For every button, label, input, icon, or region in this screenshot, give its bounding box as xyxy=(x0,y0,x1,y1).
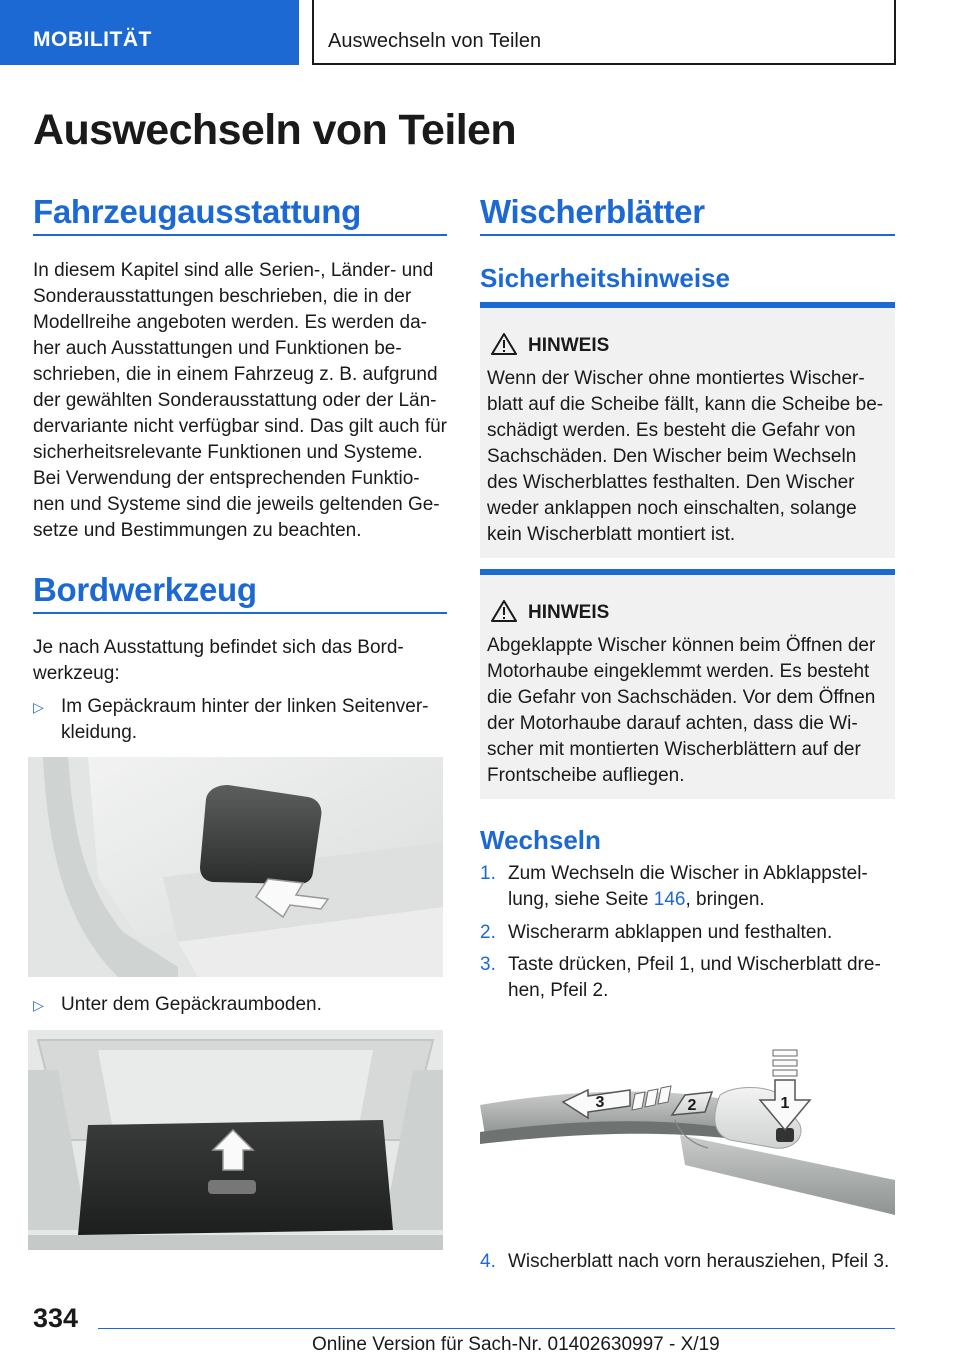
step-number: 4. xyxy=(480,1251,496,1272)
notice-label: HINWEIS xyxy=(528,602,610,623)
text-line: der Motorhaube darauf achten, dass die Wi- xyxy=(487,713,858,734)
text-line: weder anklappen noch einschalten, solange xyxy=(487,498,857,519)
text-line: Im Gepäckraum hinter der linken Seitenver- xyxy=(61,696,429,717)
bullet-item-gepaeckraumboden xyxy=(33,992,447,1018)
step-3 xyxy=(480,952,895,1004)
text-line: Sonderausstattungen beschrieben, die in der xyxy=(33,286,412,307)
arrow-label-1: 1 xyxy=(780,1095,790,1112)
heading-wischerblaetter: Wischerblätter xyxy=(480,193,705,230)
bullet-marker-icon: ▷ xyxy=(33,997,44,1013)
step-number: 3. xyxy=(480,954,496,975)
step-4 xyxy=(480,1249,895,1275)
text-line: Zum Wechseln die Wischer in Abklappstel- xyxy=(508,863,868,884)
page-reference-link[interactable]: 146 xyxy=(653,889,686,910)
text-line: schrieben, die in einem Fahrzeug z. B. aufgrund xyxy=(33,364,438,385)
text-line: die Gefahr von Sachschäden. Vor dem Öffnen xyxy=(487,687,876,708)
text-fragment: lung, siehe Seite xyxy=(508,889,654,910)
bullet-marker-icon: ▷ xyxy=(33,699,44,715)
heading-sicherheitshinweise: Sicherheitshinweise xyxy=(480,263,730,293)
text-line: Taste drücken, Pfeil 1, und Wischerblatt dre- xyxy=(508,954,881,975)
text-fragment: , bringen. xyxy=(685,889,765,910)
notice-body xyxy=(487,633,875,789)
header-section-label: MOBILITÄT xyxy=(33,28,152,51)
text-line: Bei Verwendung der entsprechenden Funktio- xyxy=(33,468,420,489)
bullet-text xyxy=(61,694,429,746)
text-line: kleidung. xyxy=(61,722,138,743)
photo-luggage-side-panel xyxy=(28,757,443,977)
notice-box-hinweis-2 xyxy=(480,569,895,799)
text-line: Wischerarm abklappen und festhalten. xyxy=(508,922,833,943)
text-line: der gewählten Sonderausstattung oder der Län- xyxy=(33,390,437,411)
text-line xyxy=(508,887,868,913)
notice-label: HINWEIS xyxy=(528,335,610,356)
heading-bordwerkzeug: Bordwerkzeug xyxy=(33,571,257,608)
footer-rule xyxy=(98,1328,895,1329)
luggage-floor-illustration xyxy=(28,1030,443,1250)
text-line: sicherheitsrelevante Funktionen und Systeme. xyxy=(33,442,423,463)
text-line: blatt auf die Scheibe fällt, kann die Scheibe be- xyxy=(487,394,884,415)
warning-triangle-icon xyxy=(490,332,518,356)
text-line: Abgeklappte Wischer können beim Öffnen der xyxy=(487,635,876,656)
text-line: schädigt werden. Es besteht die Gefahr von xyxy=(487,420,856,441)
notice-body xyxy=(487,366,883,548)
step-text xyxy=(508,920,832,946)
heading-wechseln: Wechseln xyxy=(480,825,601,855)
step-text xyxy=(508,861,868,913)
arrow-label-3: 3 xyxy=(595,1094,605,1111)
step-number: 2. xyxy=(480,922,496,943)
text-line: werkzeug: xyxy=(33,663,120,684)
text-line: nen und Systeme sind die jeweils geltenden Ge- xyxy=(33,494,440,515)
header-chapter-title: Auswechseln von Teilen xyxy=(328,30,542,52)
figure-wiper-blade-removal xyxy=(480,1040,895,1240)
bullet-text xyxy=(61,992,322,1018)
footer-online-version: Online Version für Sach-Nr. 01402630997 - X/19 xyxy=(312,1334,720,1355)
step-text xyxy=(508,952,881,1004)
step-1 xyxy=(480,861,895,913)
text-line: Motorhaube eingeklemmt werden. Es besteht xyxy=(487,661,870,682)
text-line: setze und Bestimmungen zu beachten. xyxy=(33,520,362,541)
text-line: Wenn der Wischer ohne montiertes Wischer- xyxy=(487,368,865,389)
paragraph-fahrzeugausstattung xyxy=(33,258,447,544)
step-number: 1. xyxy=(480,863,496,884)
photo-luggage-floor xyxy=(28,1030,443,1250)
page-number: 334 xyxy=(33,1303,79,1333)
text-line: hen, Pfeil 2. xyxy=(508,980,609,1001)
heading-rule-bordwerkzeug xyxy=(33,612,447,614)
text-line: dervariante nicht verfügbar sind. Das gilt auch für xyxy=(33,416,447,437)
heading-rule-wischerblaetter xyxy=(480,234,895,236)
text-line: In diesem Kapitel sind alle Serien-, Länder- und xyxy=(33,260,434,281)
wiper-blade-illustration xyxy=(480,1040,895,1240)
notice-box-hinweis-1 xyxy=(480,302,895,558)
header-section-tab xyxy=(0,0,299,65)
heading-rule-fahrzeug xyxy=(33,234,447,236)
text-line: kein Wischerblatt montiert ist. xyxy=(487,524,736,545)
page-title: Auswechseln von Teilen xyxy=(33,106,517,154)
text-line: des Wischerblattes festhalten. Den Wischer xyxy=(487,472,855,493)
text-line: Sachschäden. Den Wischer beim Wechseln xyxy=(487,446,857,467)
text-line: Frontscheibe aufliegen. xyxy=(487,765,685,786)
bullet-item-seitenverkleidung xyxy=(33,694,447,746)
step-2 xyxy=(480,920,895,946)
heading-fahrzeugausstattung: Fahrzeugausstattung xyxy=(33,193,361,230)
text-line: scher mit montierten Wischerblättern auf der xyxy=(487,739,861,760)
text-line: Modellreihe angeboten werden. Es werden da- xyxy=(33,312,427,333)
header-chapter-box xyxy=(312,0,896,65)
luggage-side-panel-illustration xyxy=(28,757,443,977)
step-text xyxy=(508,1249,889,1275)
text-line: Wischerblatt nach vorn herausziehen, Pfeil 3. xyxy=(508,1251,890,1272)
paragraph-bordwerkzeug-intro xyxy=(33,635,404,687)
arrow-label-2: 2 xyxy=(687,1097,697,1114)
text-line: her auch Ausstattungen und Funktionen be- xyxy=(33,338,402,359)
text-line: Je nach Ausstattung befindet sich das Bord- xyxy=(33,637,404,658)
warning-triangle-icon xyxy=(490,599,518,623)
text-line: Unter dem Gepäckraumboden. xyxy=(61,994,322,1015)
